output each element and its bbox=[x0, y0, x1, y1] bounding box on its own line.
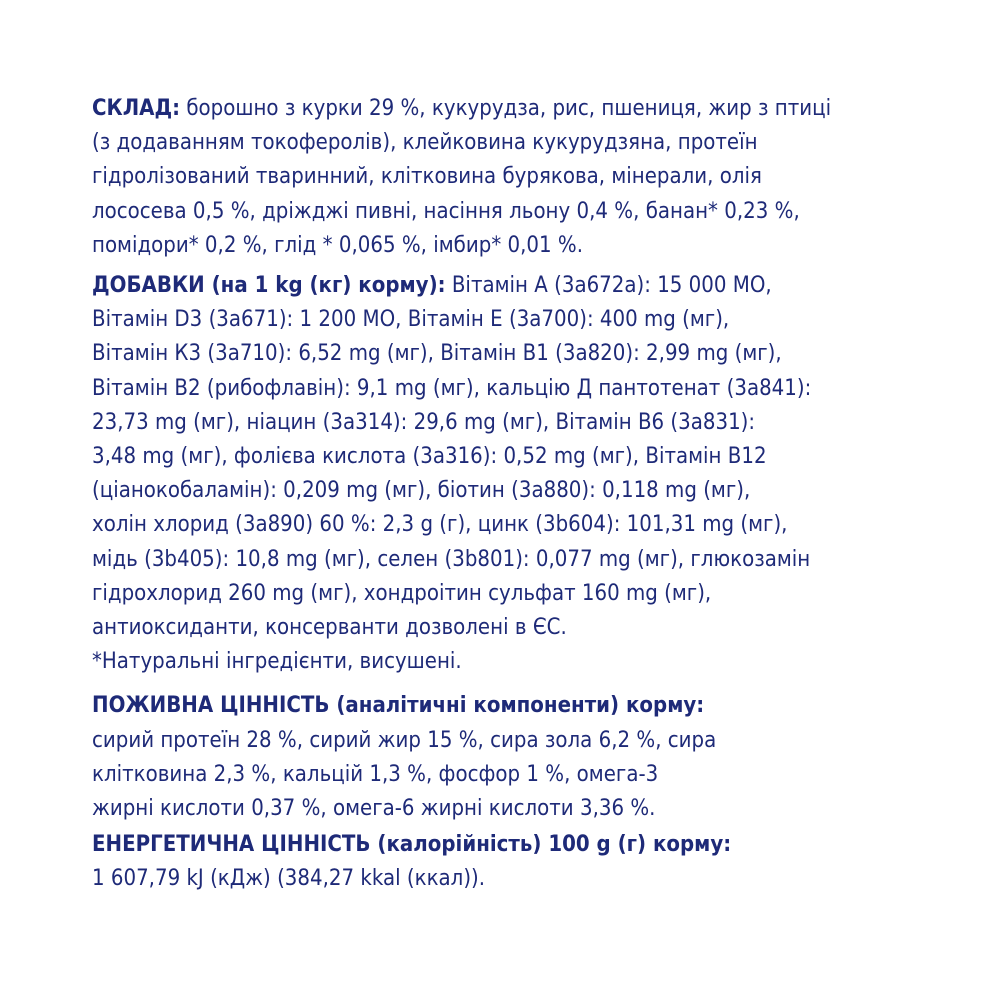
composition-line-3: гідролізований тваринний, клітковина бурякова, мінерали, олія bbox=[92, 164, 762, 190]
additives-line-5: 23,73 mg (мг), ніацин (3а314): 29,6 mg (мг), Вітамін В6 (3а831): bbox=[92, 409, 756, 435]
additives-line-7: (ціанокобаламін): 0,209 mg (мг), біотин (3а880): 0,118 mg (мг), bbox=[92, 478, 751, 504]
energy-heading: ЕНЕРГЕТИЧНА ЦІННІСТЬ (калорійність) 100 g (г) корму: bbox=[92, 832, 732, 858]
additives-line-9: мідь (3b405): 10,8 mg (мг), селен (3b801): 0,077 mg (мг), глюкозамін bbox=[92, 546, 811, 572]
composition-section bbox=[92, 92, 972, 263]
nutrition-heading: ПОЖИВНА ЦІННІСТЬ (аналітичні компоненти) корму: bbox=[92, 693, 705, 719]
composition-line-5: помідори* 0,2 %, глід * 0,065 %, імбир* 0,01 %. bbox=[92, 232, 584, 258]
nutrition-line-2: клітковина 2,3 %, кальцій 1,3 %, фосфор 1 %, омега-3 bbox=[92, 761, 659, 787]
nutrition-line-3: жирні кислоти 0,37 %, омега-6 жирні кислоти 3,36 %. bbox=[92, 796, 656, 822]
nutrition-section bbox=[92, 689, 972, 826]
energy-line-1: 1 607,79 kJ (кДж) (384,27 kkal (ккал)). bbox=[92, 866, 486, 892]
additives-line-1 bbox=[92, 269, 884, 303]
additives-heading: ДОБАВКИ (на 1 kg (кг) корму): bbox=[92, 273, 446, 299]
additives-line-11: антиоксиданти, консерванти дозволені в ЄС. bbox=[92, 615, 567, 641]
composition-line-2: (з додаванням токоферолів), клейковина кукурудзяна, протеїн bbox=[92, 130, 758, 156]
nutrition-line-1: сирий протеїн 28 %, сирий жир 15 %, сира зола 6,2 %, сира bbox=[92, 727, 717, 753]
composition-line-4: лососева 0,5 %, дріжджі пивні, насіння льону 0,4 %, банан* 0,23 %, bbox=[92, 198, 800, 224]
additives-section bbox=[92, 269, 972, 679]
additives-line-2: Вітамін D3 (3а671): 1 200 МО, Вітамін Е (3а700): 400 mg (мг), bbox=[92, 307, 730, 333]
additives-line-10: гідрохлорид 260 mg (мг), хондроітин сульфат 160 mg (мг), bbox=[92, 580, 712, 606]
additives-text: Вітамін А (3а672а): 15 000 МО, bbox=[445, 273, 772, 299]
energy-section bbox=[92, 828, 972, 896]
additives-line-4: Вітамін В2 (рибофлавін): 9,1 mg (мг), кальцію Д пантотенат (3а841): bbox=[92, 375, 812, 401]
composition-line-1 bbox=[92, 92, 884, 126]
composition-text: борошно з курки 29 %, кукурудза, рис, пшениця, жир з птиці bbox=[180, 96, 832, 121]
additives-footnote: *Натуральні інгредієнти, висушені. bbox=[92, 649, 462, 675]
additives-line-8: холін хлорид (3а890) 60 %: 2,3 g (г), цинк (3b604): 101,31 mg (мг), bbox=[92, 512, 788, 538]
additives-line-6: 3,48 mg (мг), фолієва кислота (3а316): 0,52 mg (мг), Вітамін В12 bbox=[92, 444, 767, 470]
label-text-block bbox=[92, 92, 972, 897]
composition-heading: СКЛАД: bbox=[92, 96, 181, 121]
additives-line-3: Вітамін К3 (3а710): 6,52 mg (мг), Вітамін В1 (3а820): 2,99 mg (мг), bbox=[92, 341, 782, 367]
